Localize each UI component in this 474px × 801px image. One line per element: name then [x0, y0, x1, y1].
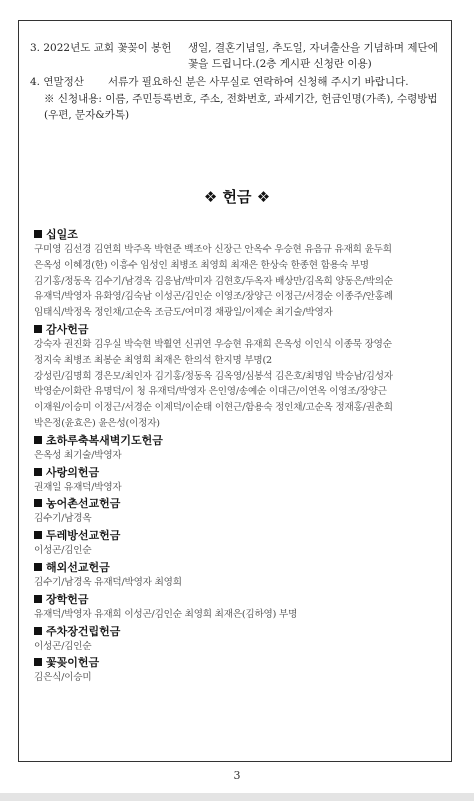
notice-flower-offering	[30, 40, 448, 72]
section-heading-text: 초하루축복새벽기도헌금	[46, 433, 163, 447]
section-heading-text: 꽃꽂이헌금	[46, 656, 100, 670]
offering-section	[34, 592, 444, 623]
donor-names-line: 구미영 김선경 김연희 박주옥 박현준 백조아 신장근 안옥수 우승현 유음규 유재희 윤두희	[34, 244, 392, 255]
donor-names-line: 김기홍/정동옥 김수기/남경옥 김응남/박미자 김현호/두옥자 배상만/김옥희 양동은/박의순	[34, 275, 393, 287]
square-bullet-icon	[34, 325, 42, 333]
notice-line: 꽃을 드립니다.(2층 게시판 신청란 이용)	[188, 58, 372, 70]
notice-year-end-tax	[30, 74, 448, 90]
offering-section	[34, 322, 444, 432]
section-heading	[34, 528, 444, 543]
donor-names-line: 유재덕/박영자 유화영/김숙남 이성곤/김인순 이영조/장양근 이정근/서경순 이종주/안홍례	[34, 291, 393, 303]
donor-names-line: 은옥성 이혜경(한) 이흥수 임성인 최병조 최영희 최재은 한상숙 한종현 함용숙 부명	[34, 259, 369, 271]
section-heading	[34, 592, 444, 607]
offering-section	[34, 560, 444, 591]
section-heading-text: 두레방선교헌금	[46, 529, 121, 543]
square-bullet-icon	[34, 595, 42, 603]
notice-year-end-tax-title: 4. 연말정산	[30, 76, 84, 88]
section-heading-text: 사랑의헌금	[46, 465, 100, 479]
offering-section	[34, 655, 444, 686]
square-bullet-icon	[34, 658, 42, 666]
donor-names-line: 김은식/이승미	[34, 672, 92, 684]
offering-section	[34, 433, 444, 464]
section-heading	[34, 655, 444, 670]
donor-names-line: 강성린/김명희 경은모/최인자 김기홍/정동옥 김옥영/심봉석 김은호/최명임 박승남/김성자	[34, 370, 393, 382]
section-heading	[34, 560, 444, 575]
donor-names-line: 강숙자 권진화 김우실 박숙현 박휠연 신귀연 우승현 유재희 은옥성 이인식 이종묵 장영순	[34, 338, 392, 350]
page-number: 3	[233, 769, 241, 782]
offering-section	[34, 624, 444, 655]
section-heading-text: 농어촌선교헌금	[46, 497, 121, 511]
section-heading	[34, 465, 444, 480]
notices	[30, 40, 448, 123]
section-heading	[34, 322, 444, 337]
notice-flower-offering-text	[188, 40, 448, 72]
bottom-bar	[0, 793, 474, 801]
donor-names-line: 유재덕/박영자 유재희 이성곤/김인순 최영희 최재은(김하영) 부명	[34, 608, 298, 620]
section-heading-text: 십일조	[46, 228, 78, 241]
section-heading	[34, 227, 444, 242]
section-heading-text: 장학헌금	[46, 592, 89, 606]
square-bullet-icon	[34, 627, 42, 635]
offering-section	[34, 227, 444, 321]
notice-sub-line: ※ 신청내용: 이름, 주민등록번호, 주소, 전화번호, 과세기간, 헌금인명(가족), 수령방법	[44, 93, 438, 105]
donor-names-line: 박영순/이화란 유명덕/이 청 유재덕/박영자 은인영/송예순 이대근/이연옥 이영조/장양근	[34, 386, 387, 398]
offering-sections	[34, 226, 444, 686]
notice-application-details	[30, 91, 448, 123]
offering-title: ❖ 헌금 ❖	[203, 188, 271, 206]
donor-names-line: 이성곤/김인순	[34, 545, 92, 557]
donor-names-line: 임태식/박정옥 정인채/고순옥 조금도/여미경 채광일/이제순 최기술/박영자	[34, 307, 333, 319]
section-heading	[34, 624, 444, 639]
offering-section	[34, 465, 444, 496]
donor-names-line: 박은정(윤효은) 윤은성(이정자)	[34, 417, 160, 429]
donor-names-line: 김수기/남경옥 유재덕/박영자 최영희	[34, 576, 182, 588]
donor-names-line: 권재일 유재덕/박영자	[34, 481, 122, 493]
offering-section	[34, 496, 444, 527]
square-bullet-icon	[34, 468, 42, 476]
square-bullet-icon	[34, 230, 42, 238]
section-heading	[34, 433, 444, 448]
square-bullet-icon	[34, 531, 42, 539]
square-bullet-icon	[34, 563, 42, 571]
square-bullet-icon	[34, 436, 42, 444]
donor-names-line: 은옥성 최기술/박영자	[34, 449, 122, 461]
section-heading-text: 해외선교헌금	[46, 560, 110, 574]
donor-names-line: 이재원/이승미 이정근/서경순 이제덕/이순태 이현근/함용숙 정인채/고순옥 정재홍/권춘희	[34, 402, 393, 414]
donor-names-line: 정지숙 최병조 최봉순 최영희 최재은 한의석 한지명 부명(2	[34, 354, 272, 366]
offering-section	[34, 528, 444, 559]
square-bullet-icon	[34, 499, 42, 507]
section-heading	[34, 496, 444, 511]
notice-sub-line: (우편, 문자&카톡)	[44, 109, 130, 121]
notice-flower-offering-title: 3. 2022년도 교회 꽃꽂이 봉헌	[30, 42, 172, 54]
notice-line: 생일, 결혼기념일, 추도일, 자녀출산을 기념하며 제단에	[188, 42, 438, 54]
section-heading-text: 주차장건립헌금	[46, 624, 121, 638]
donor-names-line: 김수기/남경옥	[34, 513, 92, 525]
notice-year-end-tax-text: 서류가 필요하신 분은 사무실로 연락하여 신청해 주시기 바랍니다.	[108, 76, 409, 88]
section-heading-text: 감사헌금	[46, 322, 89, 336]
donor-names-line: 이성곤/김인순	[34, 640, 92, 652]
